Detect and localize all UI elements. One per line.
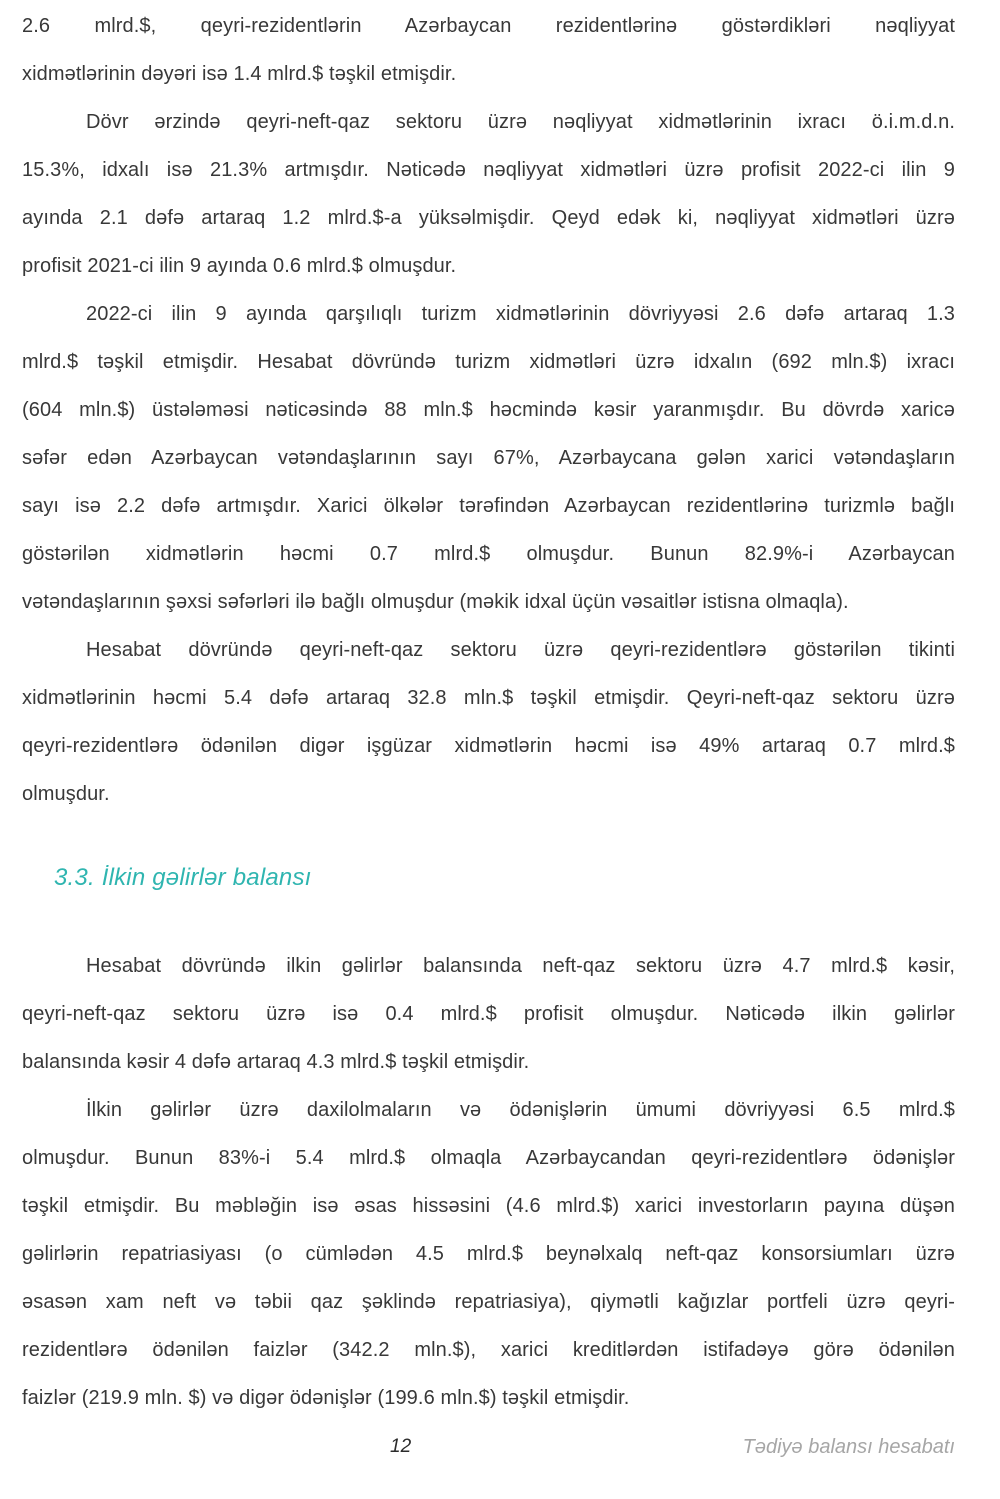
paragraph xyxy=(22,290,955,626)
section-heading: 3.3. İlkin gəlirlər balansı xyxy=(54,864,312,891)
text-line: faizlər (219.9 mln. $) və digər ödənişlər (199.6 mln.$) təşkil etmişdir. xyxy=(22,1387,630,1409)
text-line: 2022-ci ilin 9 ayında qarşılıqlı turizm xidmətlərinin dövriyyəsi 2.6 dəfə artaraq 1.3 xyxy=(86,303,955,325)
text-line: profisit 2021-ci ilin 9 ayında 0.6 mlrd.$ olmuşdur. xyxy=(22,255,457,277)
text-line: xidmətlərinin dəyəri isə 1.4 mlrd.$ təşkil etmişdir. xyxy=(22,63,457,85)
text-line: 2.6 mlrd.$, qeyri-rezidentlərin Azərbaycan rezidentlərinə göstərdikləri nəqliyyat xyxy=(22,15,955,37)
paragraph xyxy=(22,626,955,818)
paragraph xyxy=(22,1086,955,1422)
text-line: əsasən xam neft və təbii qaz şəklində repatriasiya), qiymətli kağızlar portfeli üzrə qeyri- xyxy=(22,1291,955,1313)
text-line: rezidentlərə ödənilən faizlər (342.2 mln.$), xarici kreditlərdən istifadəyə görə ödənilən xyxy=(22,1339,955,1361)
text-line: Hesabat dövründə qeyri-neft-qaz sektoru üzrə qeyri-rezidentlərə göstərilən tikinti xyxy=(86,639,955,661)
text-line: (604 mln.$) üstələməsi nəticəsində 88 mln.$ həcmində kəsir yaranmışdır. Bu dövrdə xaricə xyxy=(22,399,955,421)
text-line: balansında kəsir 4 dəfə artaraq 4.3 mlrd.$ təşkil etmişdir. xyxy=(22,1051,530,1073)
text-line: xidmətlərinin həcmi 5.4 dəfə artaraq 32.8 mln.$ təşkil etmişdir. Qeyri-neft-qaz sektoru üzrə xyxy=(22,687,955,709)
text-line: səfər edən Azərbaycan vətəndaşlarının sayı 67%, Azərbaycana gələn xarici vətəndaşların xyxy=(22,447,955,469)
text-line: gəlirlərin repatriasiyası (o cümlədən 4.5 mlrd.$ beynəlxalq neft-qaz konsorsiumları üzrə xyxy=(22,1243,955,1265)
footer-report-title: Tədiyə balansı hesabatı xyxy=(742,1436,955,1458)
text-line: qeyri-neft-qaz sektoru üzrə isə 0.4 mlrd.$ profisit olmuşdur. Nəticədə ilkin gəlirlər xyxy=(22,1003,955,1025)
text-line: Hesabat dövründə ilkin gəlirlər balansında neft-qaz sektoru üzrə 4.7 mlrd.$ kəsir, xyxy=(86,955,955,977)
paragraph xyxy=(22,942,955,1086)
text-line: 15.3%, idxalı isə 21.3% artmışdır. Nəticədə nəqliyyat xidmətləri üzrə profisit 2022-ci ilin 9 xyxy=(22,159,955,181)
text-line: təşkil etmişdir. Bu məbləğin isə əsas hissəsini (4.6 mlrd.$) xarici investorların payına düşən xyxy=(22,1195,955,1217)
text-line: vətəndaşlarının şəxsi səfərləri ilə bağlı olmuşdur (məkik idxal üçün vəsaitlər istisna olmaqla). xyxy=(22,591,849,613)
text-line: İlkin gəlirlər üzrə daxilolmaların və ödənişlərin ümumi dövriyyəsi 6.5 mlrd.$ xyxy=(86,1099,955,1121)
text-line: göstərilən xidmətlərin həcmi 0.7 mlrd.$ olmuşdur. Bunun 82.9%-i Azərbaycan xyxy=(22,543,955,565)
text-line: olmuşdur. Bunun 83%-i 5.4 mlrd.$ olmaqla Azərbaycandan qeyri-rezidentlərə ödənişlər xyxy=(22,1147,955,1169)
paragraph xyxy=(22,98,955,290)
text-line: Dövr ərzində qeyri-neft-qaz sektoru üzrə nəqliyyat xidmətlərinin ixracı ö.i.m.d.n. xyxy=(86,111,955,133)
text-line: ayında 2.1 dəfə artaraq 1.2 mlrd.$-a yüksəlmişdir. Qeyd edək ki, nəqliyyat xidmətləri üzrə xyxy=(22,207,955,229)
text-line: olmuşdur. xyxy=(22,783,110,805)
document-body xyxy=(22,2,955,1422)
page-number: 12 xyxy=(390,1436,412,1457)
text-line: mlrd.$ təşkil etmişdir. Hesabat dövründə turizm xidmətləri üzrə idxalın (692 mln.$) ixracı xyxy=(22,351,955,373)
text-line: qeyri-rezidentlərə ödənilən digər işgüzar xidmətlərin həcmi isə 49% artaraq 0.7 mlrd.$ xyxy=(22,735,955,757)
page-footer xyxy=(22,1430,955,1466)
paragraph xyxy=(22,2,955,98)
text-line: sayı isə 2.2 dəfə artmışdır. Xarici ölkələr tərəfindən Azərbaycan rezidentlərinə turizmlə bağlı xyxy=(22,495,955,517)
